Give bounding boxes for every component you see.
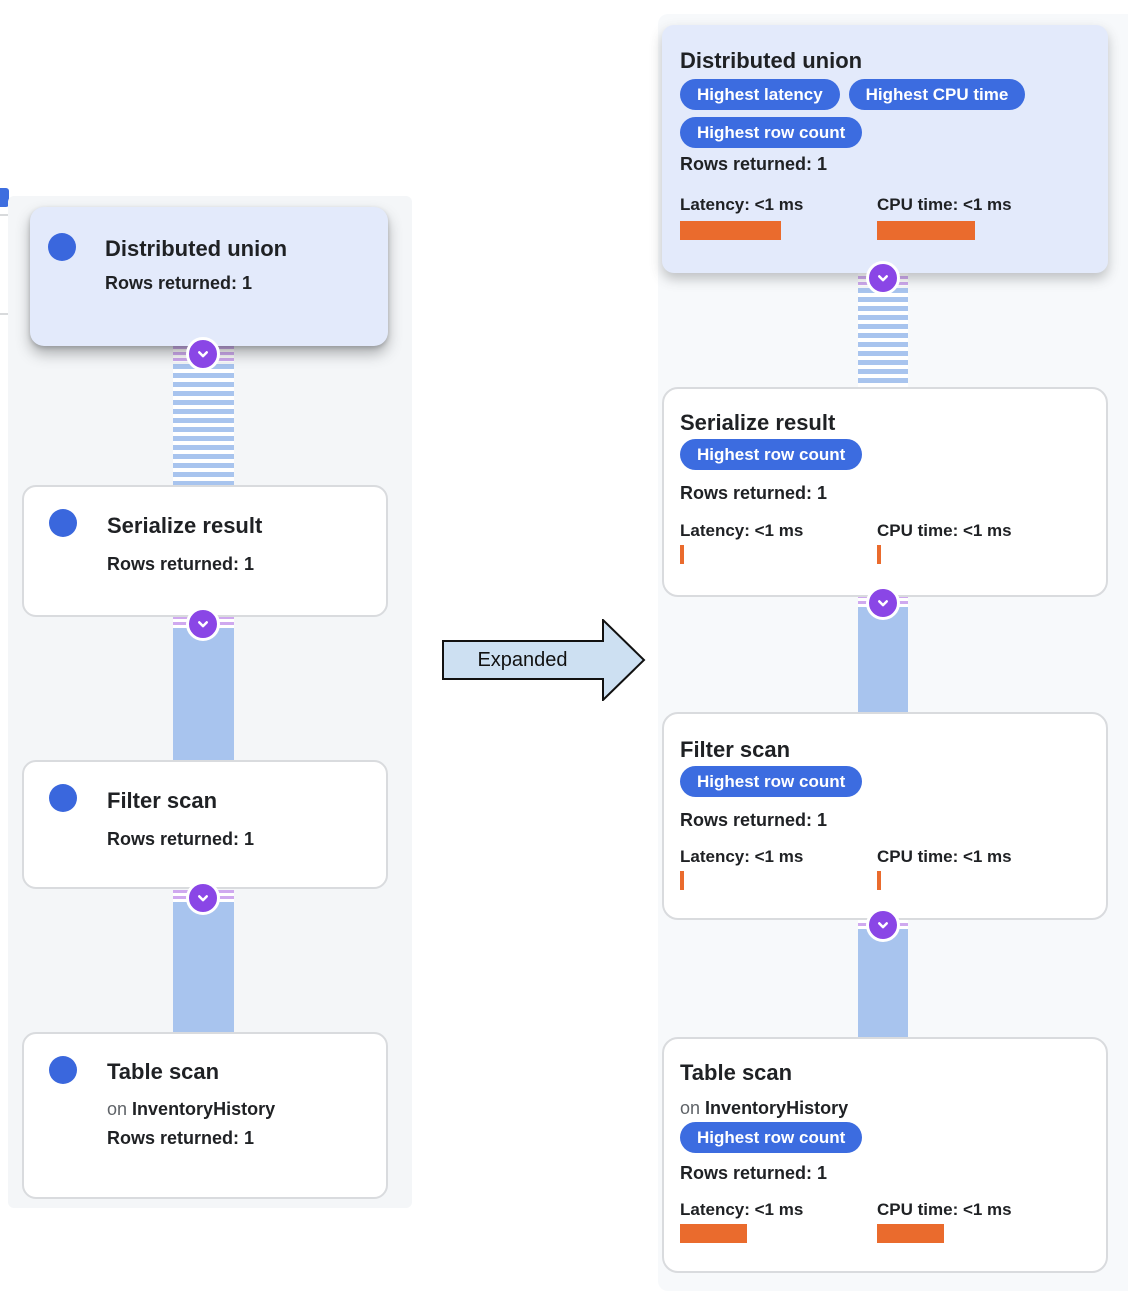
collapse-chevron-button[interactable] — [866, 261, 900, 295]
node-dot-icon — [49, 1056, 77, 1084]
cpu-label: CPU time: <1 ms — [877, 195, 1012, 214]
node-title: Serialize result — [107, 513, 263, 538]
table-name: InventoryHistory — [132, 1099, 276, 1119]
node-dot-icon — [48, 233, 76, 261]
node-rows-returned: Rows returned: 1 — [680, 810, 828, 830]
latency-metric — [680, 520, 877, 564]
latency-label: Latency: <1 ms — [680, 847, 804, 866]
connector-solid-link — [173, 628, 234, 760]
cpu-bar — [877, 221, 975, 240]
latency-metric — [680, 1199, 877, 1243]
plan-node-distributed-union-expanded[interactable] — [662, 25, 1108, 273]
node-dot-icon — [49, 784, 77, 812]
badge-highest-latency: Highest latency — [680, 79, 840, 110]
table-name: InventoryHistory — [705, 1098, 849, 1118]
node-rows-returned: Rows returned: 1 — [680, 483, 828, 503]
latency-bar — [680, 545, 684, 564]
metrics-row — [680, 520, 1092, 564]
cpu-bar — [877, 545, 881, 564]
node-rows-returned: Rows returned: 1 — [105, 273, 253, 293]
node-title: Filter scan — [107, 788, 218, 813]
connector-solid-link — [173, 902, 234, 1032]
chevron-down-icon — [193, 614, 213, 634]
metrics-row — [680, 846, 1092, 890]
connector-striped-link — [858, 288, 908, 387]
node-rows-returned: Rows returned: 1 — [680, 154, 828, 174]
plan-node-filter-scan-expanded[interactable] — [662, 712, 1108, 920]
expand-chevron-button[interactable] — [186, 881, 220, 915]
node-dot-icon — [49, 509, 77, 537]
cpu-metric — [877, 1199, 1012, 1243]
connector-solid-link — [858, 929, 908, 1037]
chevron-down-icon — [873, 915, 893, 935]
plan-node-table-scan-expanded[interactable] — [662, 1037, 1108, 1273]
on-prefix: on — [107, 1099, 128, 1119]
node-table-ref — [680, 1097, 1092, 1119]
cpu-bar — [877, 1224, 944, 1243]
badge-list — [680, 766, 1092, 797]
badge-highest-row-count: Highest row count — [680, 439, 862, 470]
badge-list — [680, 439, 1092, 470]
node-rows-returned: Rows returned: 1 — [107, 1128, 255, 1148]
latency-label: Latency: <1 ms — [680, 1200, 804, 1219]
latency-label: Latency: <1 ms — [680, 195, 804, 214]
chevron-down-icon — [193, 888, 213, 908]
on-prefix: on — [680, 1098, 701, 1118]
badge-list — [680, 79, 1094, 148]
expand-chevron-button[interactable] — [186, 337, 220, 371]
node-title: Distributed union — [105, 236, 288, 261]
metrics-row — [680, 194, 1094, 240]
node-title: Filter scan — [680, 737, 791, 762]
expanded-annotation-arrow — [442, 619, 646, 701]
connector-solid-link — [858, 607, 908, 712]
node-rows-returned: Rows returned: 1 — [107, 829, 255, 849]
node-title: Table scan — [107, 1059, 220, 1084]
cpu-metric — [877, 846, 1012, 890]
cpu-metric — [877, 520, 1012, 564]
cpu-label: CPU time: <1 ms — [877, 521, 1012, 540]
badge-highest-row-count: Highest row count — [680, 117, 862, 148]
collapse-chevron-button[interactable] — [866, 586, 900, 620]
node-title: Distributed union — [680, 48, 863, 73]
plan-node-filter-scan-collapsed[interactable] — [22, 760, 388, 889]
plan-node-serialize-result-collapsed[interactable] — [22, 485, 388, 617]
cpu-bar — [877, 871, 881, 890]
cpu-label: CPU time: <1 ms — [877, 847, 1012, 866]
cpu-label: CPU time: <1 ms — [877, 1200, 1012, 1219]
cpu-metric — [877, 194, 1012, 240]
latency-metric — [680, 194, 877, 240]
badge-list — [680, 1122, 1092, 1153]
plan-node-serialize-result-expanded[interactable] — [662, 387, 1108, 597]
latency-bar — [680, 871, 684, 890]
latency-bar — [680, 1224, 747, 1243]
latency-metric — [680, 846, 877, 890]
latency-label: Latency: <1 ms — [680, 521, 804, 540]
badge-highest-row-count: Highest row count — [680, 766, 862, 797]
plan-node-table-scan-collapsed[interactable] — [22, 1032, 388, 1199]
chevron-down-icon — [193, 344, 213, 364]
badge-highest-row-count: Highest row count — [680, 1122, 862, 1153]
node-rows-returned: Rows returned: 1 — [680, 1163, 828, 1183]
metrics-row — [680, 1199, 1092, 1243]
collapse-chevron-button[interactable] — [866, 908, 900, 942]
connector-striped-link — [173, 364, 234, 485]
node-rows-returned: Rows returned: 1 — [107, 554, 255, 574]
annotation-label: Expanded — [477, 648, 568, 671]
plan-node-distributed-union-collapsed[interactable] — [30, 207, 388, 346]
node-title: Serialize result — [680, 410, 836, 435]
node-title: Table scan — [680, 1060, 793, 1085]
latency-bar — [680, 221, 781, 240]
badge-highest-cpu-time: Highest CPU time — [849, 79, 1026, 110]
chevron-down-icon — [873, 593, 893, 613]
expand-chevron-button[interactable] — [186, 607, 220, 641]
chevron-down-icon — [873, 268, 893, 288]
node-table-ref — [107, 1098, 374, 1120]
